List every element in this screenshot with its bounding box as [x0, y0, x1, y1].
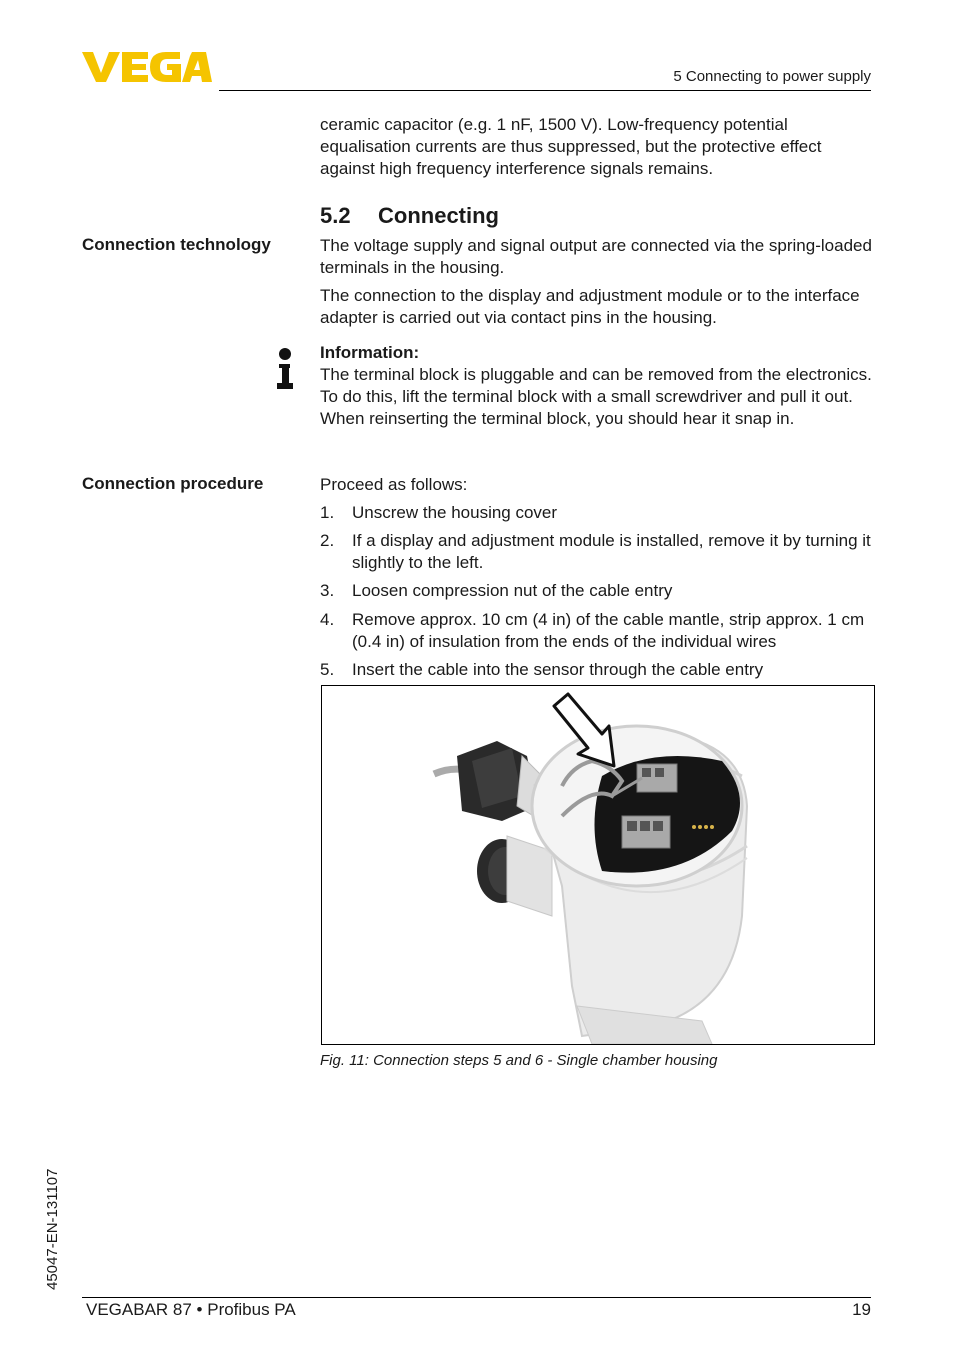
- step-number: 5.: [320, 660, 335, 679]
- sensor-housing-illustration: [322, 686, 874, 1044]
- intro-paragraph: ceramic capacitor (e.g. 1 nF, 1500 V). Low-frequency potential equalisation currents are thus suppressed, but the protective effect against high frequency interference signals remains.: [320, 115, 822, 178]
- step-text: If a display and adjustment module is installed, remove it by turning it slightly to the left.: [352, 531, 871, 572]
- header-section-title: 5 Connecting to power supply: [673, 68, 871, 85]
- section-title: Connecting: [378, 203, 499, 228]
- connection-technology-paragraph-1: The voltage supply and signal output are connected via the spring-loaded terminals in the housing.: [320, 236, 872, 277]
- section-heading: [320, 203, 499, 229]
- information-text: The terminal block is pluggable and can be removed from the electronics. To do this, lift the terminal block with a small screwdriver and pull it out. When reinserting the terminal block, you should hear it snap in.: [320, 365, 872, 428]
- information-block: [320, 342, 872, 430]
- figure-caption: Fig. 11: Connection steps 5 and 6 - Single chamber housing: [320, 1052, 718, 1069]
- section-number: 5.2: [320, 203, 351, 228]
- step-text: Insert the cable into the sensor through the cable entry: [352, 660, 764, 679]
- step-number: 4.: [320, 610, 335, 629]
- step-text: Remove approx. 10 cm (4 in) of the cable mantle, strip approx. 1 cm (0.4 in) of insulation from the ends of the individual wires: [352, 610, 865, 651]
- page-number: 19: [852, 1300, 871, 1319]
- lower-cable-entry: [477, 836, 552, 916]
- footer-divider: [82, 1297, 871, 1298]
- step-number: 1.: [320, 503, 335, 522]
- figure-frame: [321, 685, 875, 1045]
- step-text: Unscrew the housing cover: [352, 503, 558, 522]
- information-icon: [275, 347, 295, 391]
- footer-product: VEGABAR 87 • Profibus PA: [86, 1300, 296, 1319]
- connection-procedure-label: Connection procedure: [82, 474, 264, 493]
- step-number: 3.: [320, 581, 335, 600]
- vega-logo: [82, 50, 212, 84]
- connection-technology-paragraph-2: The connection to the display and adjustment module or to the interface adapter is carried out via contact pins in the housing.: [320, 286, 860, 327]
- document-code: 45047-EN-131107: [44, 1168, 61, 1290]
- procedure-intro: Proceed as follows:: [320, 475, 468, 494]
- information-title: Information:: [320, 343, 420, 362]
- header-divider: [219, 90, 871, 91]
- step-text: Loosen compression nut of the cable entry: [352, 581, 673, 600]
- connection-technology-label: Connection technology: [82, 235, 271, 254]
- step-number: 2.: [320, 531, 335, 550]
